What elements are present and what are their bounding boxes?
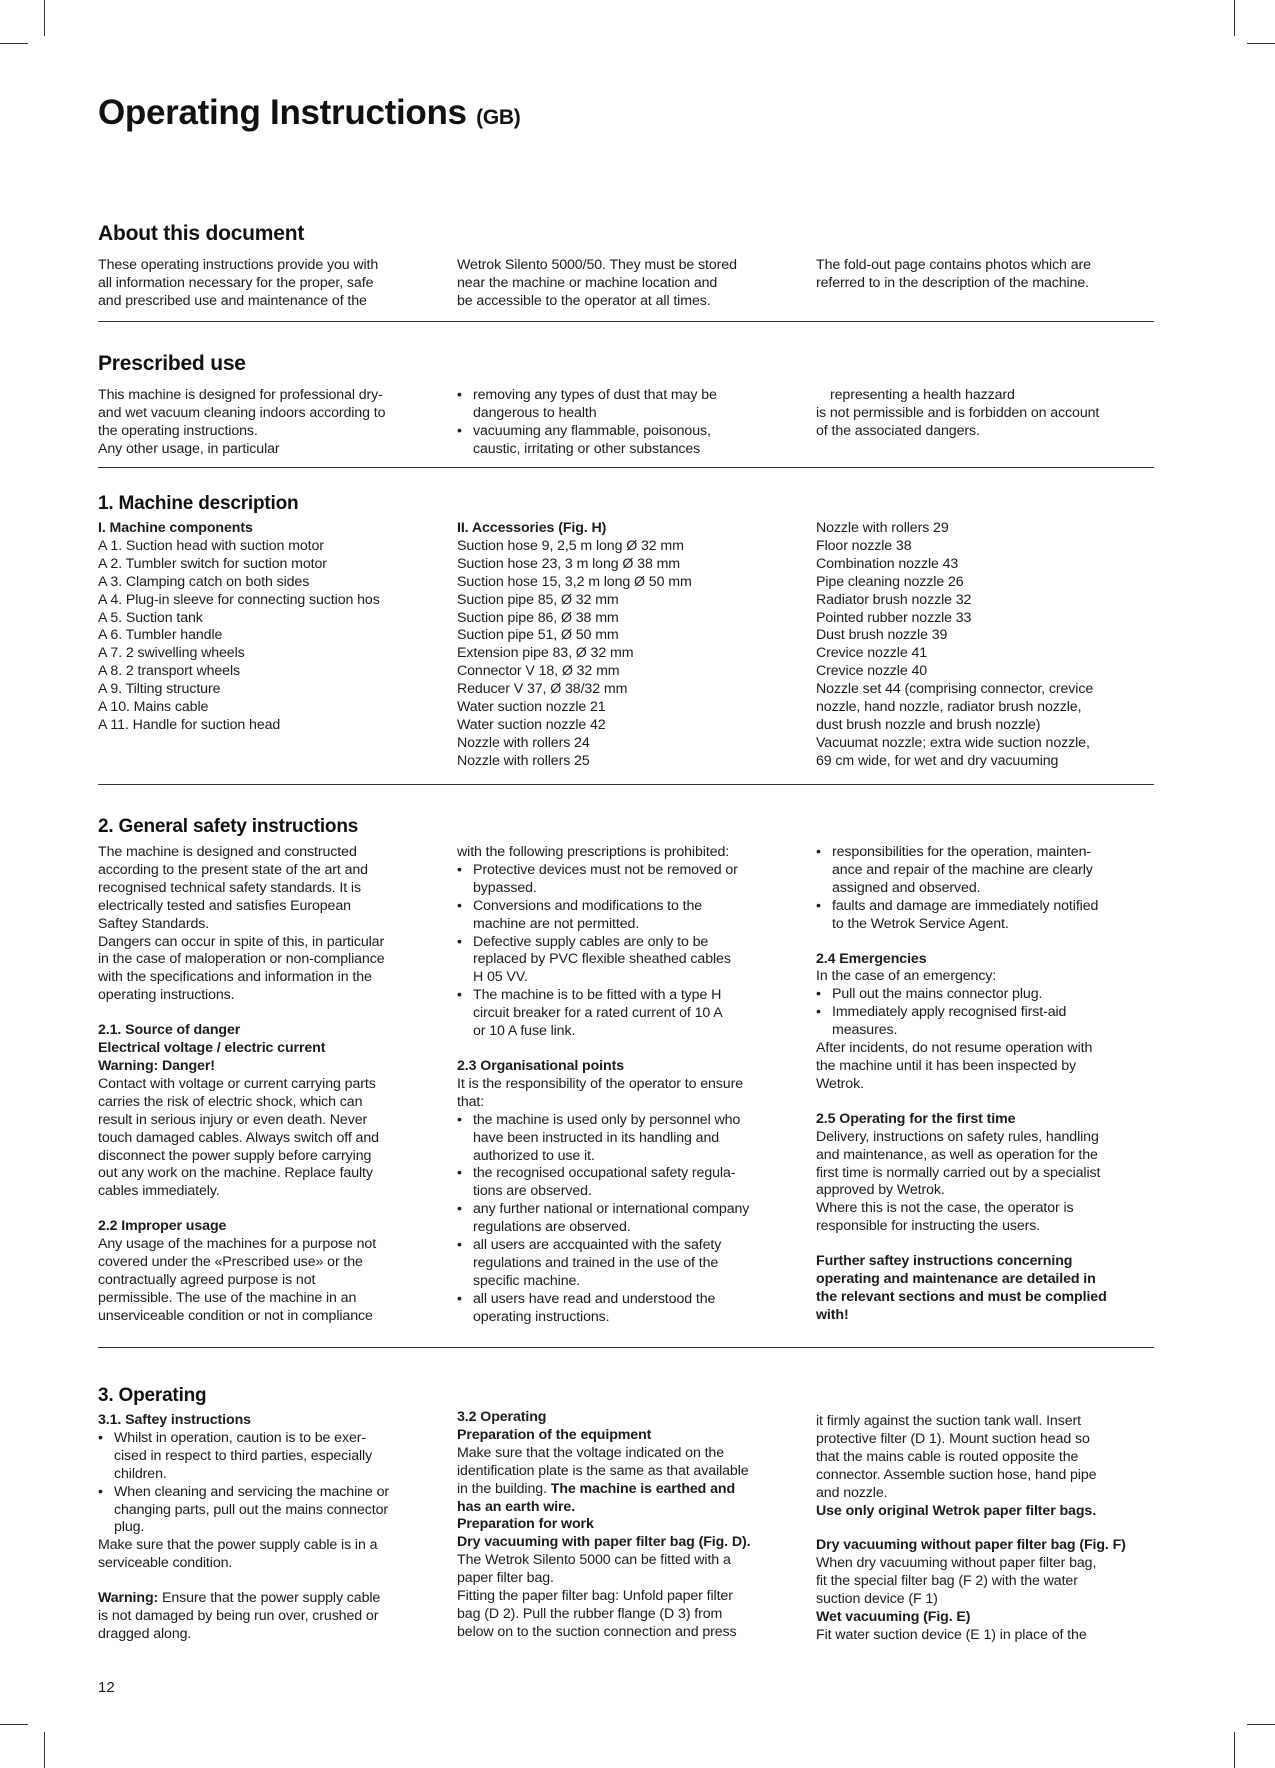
text-line: the operating instructions. xyxy=(98,422,258,439)
text-line: cables immediately. xyxy=(98,1183,220,1200)
text-line: Any other usage, in particular xyxy=(98,440,280,457)
text-line: Make sure that the voltage indicated on the xyxy=(457,1444,725,1461)
bullet-item: • When cleaning and servicing the machine or xyxy=(98,1484,428,1502)
text-line: replaced by PVC flexible sheathed cables xyxy=(473,951,731,968)
text-line: all information necessary for the proper, safe xyxy=(98,274,374,291)
text-line: and nozzle. xyxy=(816,1484,888,1501)
accessory-item: Crevice nozzle 41 xyxy=(816,645,928,662)
text-line: H 05 VV. xyxy=(473,969,528,986)
bullet-item: • Protective devices must not be removed or xyxy=(457,862,787,880)
text-line: contractually agreed purpose is not xyxy=(98,1271,316,1288)
crop-mark xyxy=(1234,0,1235,36)
prescribed-col-2 xyxy=(457,387,787,459)
text-line: is not damaged by being run over, crushed or xyxy=(98,1608,379,1625)
prescribed-col-3 xyxy=(816,387,1156,441)
component-item: A 1. Suction head with suction motor xyxy=(98,537,324,554)
component-item: A 9. Tilting structure xyxy=(98,681,221,698)
component-item: A 5. Suction tank xyxy=(98,609,203,626)
bullet-item: • The machine is to be fitted with a type H xyxy=(457,987,787,1005)
accessories-column xyxy=(457,520,787,771)
text-line: Dangers can occur in spite of this, in particular xyxy=(98,933,385,950)
accessory-item: Water suction nozzle 21 xyxy=(457,699,606,716)
accessories-continued-column xyxy=(816,520,1156,771)
further-safety-note: operating and maintenance are detailed in xyxy=(816,1271,1096,1288)
earthed-note: The machine is earthed and xyxy=(550,1480,736,1497)
text-line: bag (D 2). Pull the rubber flange (D 3) from xyxy=(457,1605,723,1622)
operating-col-1 xyxy=(98,1412,428,1644)
subsection-subheading: Preparation of the equipment xyxy=(457,1426,652,1443)
text-line: It is the responsibility of the operator to ensure xyxy=(457,1075,744,1092)
text-line: is not permissible and is forbidden on account xyxy=(816,404,1100,421)
text-line: recognised technical safety standards. It is xyxy=(98,879,361,896)
text-line: After incidents, do not resume operation with xyxy=(816,1040,1093,1057)
component-item: A 3. Clamping catch on both sides xyxy=(98,573,310,590)
subsection-heading: 3.2 Operating xyxy=(457,1409,547,1425)
component-item: A 10. Mains cable xyxy=(98,699,209,716)
text-line: and wet vacuum cleaning indoors according to xyxy=(98,404,386,421)
accessory-item: Suction pipe 85, Ø 32 mm xyxy=(457,591,619,608)
accessory-item: Nozzle with rollers 29 xyxy=(816,520,949,536)
subsection-subheading: Dry vacuuming without paper filter bag (Fig. F) xyxy=(816,1537,1126,1554)
accessory-item: Crevice nozzle 40 xyxy=(816,663,928,680)
prescribed-use-section xyxy=(98,352,1154,462)
text-line: result in serious injury or even death. Never xyxy=(98,1111,368,1128)
text-line: to the Wetrok Service Agent. xyxy=(832,915,1009,932)
crop-mark xyxy=(1234,1732,1235,1768)
subsection-heading: 2.4 Emergencies xyxy=(816,950,927,967)
text-line: representing a health hazzard xyxy=(830,387,1015,403)
text-line: near the machine or machine location and xyxy=(457,274,718,291)
text-line: circuit breaker for a rated current of 10 A xyxy=(473,1005,723,1022)
text-line: connector. Assemble suction hose, hand pipe xyxy=(816,1466,1097,1483)
subsection-heading: 2.5 Operating for the first time xyxy=(816,1110,1016,1127)
title-text: Operating Instructions xyxy=(98,93,467,132)
text-line: and prescribed use and maintenance of the xyxy=(98,292,367,309)
safety-section xyxy=(98,816,1154,1346)
further-safety-note: the relevant sections and must be complied xyxy=(816,1288,1107,1305)
subsection-heading: 2.1. Source of danger xyxy=(98,1022,241,1039)
text-line: unserviceable condition or not in compliance xyxy=(98,1307,373,1324)
text-line: specific machine. xyxy=(473,1272,581,1289)
text-line: Delivery, instructions on safety rules, handling xyxy=(816,1128,1099,1145)
text-line: referred to in the description of the machine. xyxy=(816,274,1089,291)
components-column xyxy=(98,520,428,735)
earthed-note: has an earth wire. xyxy=(457,1498,576,1515)
text-line: in the case of maloperation or non-compliance xyxy=(98,951,385,968)
component-item: A 2. Tumbler switch for suction motor xyxy=(98,555,327,572)
section-divider xyxy=(98,1347,1154,1348)
accessory-item: Floor nozzle 38 xyxy=(816,537,912,554)
text-line: Where this is not the case, the operator is xyxy=(816,1200,1074,1217)
crop-mark xyxy=(0,1724,28,1725)
further-safety-note: with! xyxy=(816,1306,849,1323)
text-line: of the associated dangers. xyxy=(816,422,980,439)
text-line: Wetrok Silento 5000/50. They must be stored xyxy=(457,257,737,273)
bullet-item: • any further national or international company xyxy=(457,1201,787,1219)
text-line: This machine is designed for professional dry- xyxy=(98,387,383,403)
accessory-item: Dust brush nozzle 39 xyxy=(816,627,948,644)
bullet-item: • the recognised occupational safety regula- xyxy=(457,1165,787,1183)
accessory-item: Nozzle set 44 (comprising connector, crevice xyxy=(816,681,1094,698)
text-line: ance and repair of the machine are clearly xyxy=(832,861,1093,878)
text-line: regulations are observed. xyxy=(473,1219,631,1236)
accessory-item: Suction hose 9, 2,5 m long Ø 32 mm xyxy=(457,537,684,554)
text-line: The fold-out page contains photos which are xyxy=(816,257,1091,273)
text-line: approved by Wetrok. xyxy=(816,1182,945,1199)
text-line: fit the special filter bag (F 2) with the water xyxy=(816,1573,1078,1590)
accessory-item: Radiator brush nozzle 32 xyxy=(816,591,972,608)
warning-text: Ensure that the power supply cable xyxy=(158,1590,381,1607)
text-line: be accessible to the operator at all times. xyxy=(457,292,711,309)
text-line: first time is normally carried out by a specialist xyxy=(816,1164,1101,1181)
crop-mark xyxy=(44,0,45,36)
crop-mark xyxy=(1247,1724,1275,1725)
about-col-2 xyxy=(457,257,787,311)
safety-col-1 xyxy=(98,844,428,1326)
text-line: The Wetrok Silento 5000 can be fitted with a xyxy=(457,1552,731,1569)
text-line: and maintenance, as well as operation for the xyxy=(816,1146,1098,1163)
accessories-heading: II. Accessories (Fig. H) xyxy=(457,520,607,536)
text-line: serviceable condition. xyxy=(98,1555,233,1572)
bullet-item: • responsibilities for the operation, mainten- xyxy=(816,844,1156,862)
text-line: caustic, irritating or other substances xyxy=(473,440,701,457)
text-line: operating instructions. xyxy=(98,987,235,1004)
operating-col-3 xyxy=(816,1413,1156,1645)
components-heading: I. Machine components xyxy=(98,520,253,536)
subsection-subheading: Electrical voltage / electric current xyxy=(98,1040,326,1057)
text-line: plug. xyxy=(114,1519,145,1536)
text-line: with the specifications and information in the xyxy=(98,969,372,986)
text-line: it firmly against the suction tank wall. Insert xyxy=(816,1413,1081,1429)
accessory-item: Nozzle with rollers 25 xyxy=(457,752,590,769)
text-line: Saftey Standards. xyxy=(98,915,210,932)
about-heading: About this document xyxy=(98,222,305,245)
text-line: protective filter (D 1). Mount suction head so xyxy=(816,1430,1090,1447)
text-line: regulations and trained in the use of the xyxy=(473,1254,719,1271)
text-line: cised in respect to third parties, especially xyxy=(114,1447,373,1464)
accessory-item: Water suction nozzle 42 xyxy=(457,716,606,733)
subsection-subheading: Wet vacuuming (Fig. E) xyxy=(816,1609,971,1626)
about-section xyxy=(98,222,1154,322)
component-item: A 7. 2 swivelling wheels xyxy=(98,645,245,662)
text-line: out any work on the machine. Replace faulty xyxy=(98,1165,373,1182)
text-line: When dry vacuuming without paper filter bag, xyxy=(816,1555,1097,1572)
text-line: electrically tested and satisfies European xyxy=(98,897,351,914)
text-line: covered under the «Prescribed use» or the xyxy=(98,1254,363,1271)
component-item: A 8. 2 transport wheels xyxy=(98,663,241,680)
section-divider xyxy=(98,467,1154,468)
text-line: suction device (F 1) xyxy=(816,1591,938,1608)
operating-col-2 xyxy=(457,1409,787,1642)
section-divider xyxy=(98,784,1154,785)
text-line: the machine until it has been inspected by xyxy=(816,1057,1077,1074)
machine-description-section xyxy=(98,493,1154,783)
bullet-item: • removing any types of dust that may be xyxy=(457,387,787,405)
component-item: A 4. Plug-in sleeve for connecting suction hos xyxy=(98,591,380,608)
component-item: A 6. Tumbler handle xyxy=(98,627,223,644)
about-col-3 xyxy=(816,257,1156,293)
text-line: dragged along. xyxy=(98,1625,192,1642)
text-line: with the following prescriptions is prohibited: xyxy=(457,844,730,860)
prescribed-use-heading: Prescribed use xyxy=(98,352,246,375)
subsection-heading: 2.3 Organisational points xyxy=(457,1057,624,1074)
filter-bag-note: Use only original Wetrok paper filter bags. xyxy=(816,1502,1097,1519)
text-line: machine are not permitted. xyxy=(473,915,640,932)
text-line: identification plate is the same as that available xyxy=(457,1462,749,1479)
accessory-item: Suction hose 23, 3 m long Ø 38 mm xyxy=(457,555,681,572)
text-line: tions are observed. xyxy=(473,1183,592,1200)
accessory-item: Nozzle with rollers 24 xyxy=(457,734,590,751)
text-line: paper filter bag. xyxy=(457,1570,554,1587)
warning-label: Warning: xyxy=(98,1590,159,1607)
accessory-item: Pointed rubber nozzle 33 xyxy=(816,609,972,626)
text-line: operating instructions. xyxy=(473,1308,610,1325)
bullet-item: • all users have read and understood the xyxy=(457,1291,787,1309)
bullet-item: • Defective supply cables are only to be xyxy=(457,934,787,952)
text-line: or 10 A fuse link. xyxy=(473,1023,576,1040)
text-line: carries the risk of electric shock, which can xyxy=(98,1093,363,1110)
text-line: Contact with voltage or current carrying parts xyxy=(98,1075,376,1092)
crop-mark xyxy=(1247,43,1275,44)
text-line: The machine is designed and constructed xyxy=(98,844,357,860)
machine-description-heading: 1. Machine description xyxy=(98,493,299,514)
text-line: In the case of an emergency: xyxy=(816,968,997,985)
accessory-item: 69 cm wide, for wet and dry vacuuming xyxy=(816,752,1059,769)
text-line: that the mains cable is routed opposite the xyxy=(816,1448,1079,1465)
accessory-item: Extension pipe 83, Ø 32 mm xyxy=(457,645,634,662)
text-line: authorized to use it. xyxy=(473,1147,595,1164)
text-span: in the building. xyxy=(457,1480,551,1497)
accessory-item: Suction pipe 51, Ø 50 mm xyxy=(457,627,619,644)
text-line: bypassed. xyxy=(473,879,537,896)
component-item: A 11. Handle for suction head xyxy=(98,716,281,733)
text-line: Fit water suction device (E 1) in place of the xyxy=(816,1626,1087,1643)
subsection-subheading: Preparation for work xyxy=(457,1516,594,1533)
bullet-item: • all users are accquainted with the safety xyxy=(457,1237,787,1255)
crop-mark xyxy=(0,43,28,44)
warning-heading: Warning: Danger! xyxy=(98,1057,215,1074)
crop-mark xyxy=(44,1732,45,1768)
bullet-item: • Conversions and modifications to the xyxy=(457,898,787,916)
page-number: 12 xyxy=(98,1679,115,1696)
section-divider xyxy=(98,321,1154,322)
safety-heading: 2. General safety instructions xyxy=(98,816,359,837)
text-line: children. xyxy=(114,1465,167,1482)
accessory-item: nozzle, hand nozzle, radiator brush nozzle, xyxy=(816,699,1082,716)
text-line: permissible. The use of the machine in an xyxy=(98,1289,357,1306)
bullet-item: • Immediately apply recognised first-aid xyxy=(816,1004,1156,1022)
text-line: changing parts, pull out the mains connector xyxy=(114,1501,389,1518)
accessory-item: Pipe cleaning nozzle 26 xyxy=(816,573,964,590)
operating-section xyxy=(98,1385,1154,1675)
accessory-item: Suction hose 15, 3,2 m long Ø 50 mm xyxy=(457,573,692,590)
text-line: Make sure that the power supply cable is in a xyxy=(98,1537,378,1554)
accessory-item: dust brush nozzle and brush nozzle) xyxy=(816,716,1041,733)
accessory-item: Reducer V 37, Ø 38/32 mm xyxy=(457,681,628,698)
bullet-item: • vacuuming any flammable, poisonous, xyxy=(457,423,787,441)
bullet-item: • Pull out the mains connector plug. xyxy=(816,986,1156,1004)
further-safety-note: Further saftey instructions concerning xyxy=(816,1253,1073,1270)
accessory-item: Suction pipe 86, Ø 38 mm xyxy=(457,609,619,626)
about-col-1 xyxy=(98,257,428,311)
warning-line xyxy=(98,1590,428,1608)
text-line: Wetrok. xyxy=(816,1075,864,1092)
text-line: measures. xyxy=(832,1022,898,1039)
prescribed-col-1 xyxy=(98,387,428,459)
text-line xyxy=(457,1481,787,1499)
subsection-heading: 2.2 Improper usage xyxy=(98,1218,227,1235)
operating-heading: 3. Operating xyxy=(98,1385,207,1406)
subsection-subheading: Dry vacuuming with paper filter bag (Fig. D). xyxy=(457,1534,751,1551)
language-code: (GB) xyxy=(476,106,521,129)
subsection-heading: 3.1. Saftey instructions xyxy=(98,1412,251,1428)
text-line: responsible for instructing the users. xyxy=(816,1218,1041,1235)
bullet-item: • the machine is used only by personnel who xyxy=(457,1112,787,1130)
text-line: dangerous to health xyxy=(473,404,597,421)
text-line: according to the present state of the art and xyxy=(98,861,368,878)
accessory-item: Connector V 18, Ø 32 mm xyxy=(457,663,620,680)
bullet-item: • faults and damage are immediately notified xyxy=(816,898,1156,916)
text-line: Fitting the paper filter bag: Unfold paper filter xyxy=(457,1588,733,1605)
text-line: below on to the suction connection and press xyxy=(457,1623,737,1640)
text-line: These operating instructions provide you with xyxy=(98,257,379,273)
safety-col-2 xyxy=(457,844,787,1327)
safety-col-3 xyxy=(816,844,1156,1325)
text-line: that: xyxy=(457,1093,485,1110)
text-line: have been instructed in its handling and xyxy=(473,1129,720,1146)
text-line: assigned and observed. xyxy=(832,879,981,896)
text-line: touch damaged cables. Always switch off and xyxy=(98,1129,379,1146)
text-line: disconnect the power supply before carrying xyxy=(98,1147,372,1164)
bullet-item: • Whilst in operation, caution is to be exer- xyxy=(98,1430,428,1448)
text-line: Any usage of the machines for a purpose not xyxy=(98,1236,377,1253)
accessory-item: Vacuumat nozzle; extra wide suction nozzle, xyxy=(816,734,1090,751)
accessory-item: Combination nozzle 43 xyxy=(816,555,959,572)
page-title xyxy=(98,93,520,133)
